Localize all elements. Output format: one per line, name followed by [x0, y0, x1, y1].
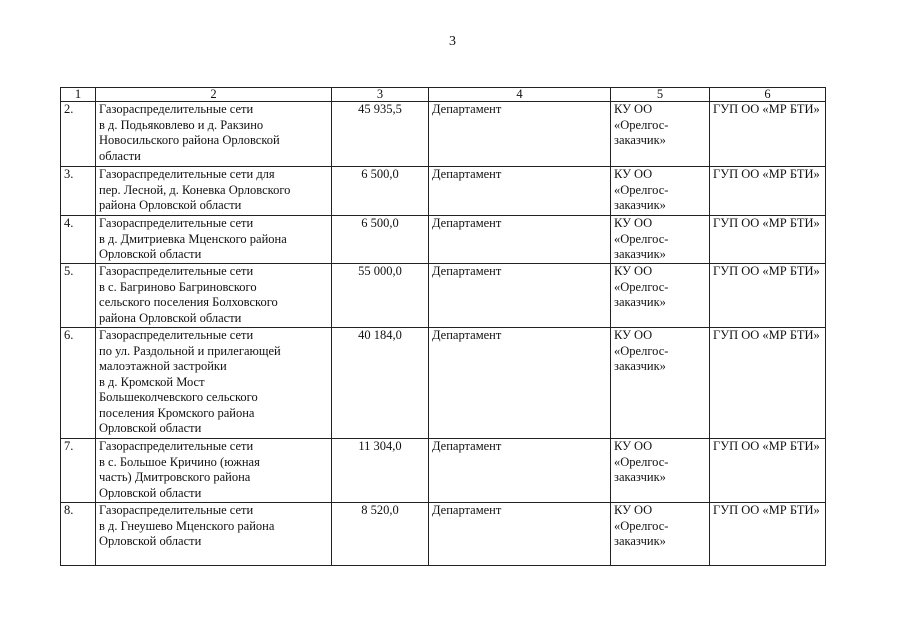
cell-line: по ул. Раздольной и прилегающей [99, 343, 281, 358]
cell-line: в с. Багриново Багриновского [99, 279, 257, 294]
cell-line: «Орелгос- [614, 518, 669, 533]
amount-cell: 45 935,5 [332, 102, 429, 167]
object-name-cell [96, 216, 332, 264]
cell-line: Орловской области [99, 247, 202, 261]
cell-line: заказчик» [614, 470, 666, 484]
table-row [61, 167, 826, 216]
cell-line: заказчик» [614, 133, 666, 147]
object-name-cell [96, 167, 332, 216]
amount-cell: 11 304,0 [332, 439, 429, 503]
cell-line: «Орелгос- [614, 231, 669, 246]
cell-line: «Орелгос- [614, 182, 669, 197]
cell-line: в д. Подьяковлево и д. Ракзино [99, 117, 264, 132]
table-row [61, 216, 826, 264]
cell-line: Газораспределительные сети [99, 328, 254, 342]
customer-cell [611, 216, 710, 264]
customer-cell [611, 328, 710, 439]
column-header: 2 [96, 88, 332, 102]
amount-cell: 6 500,0 [332, 216, 429, 264]
cell-line: малоэтажной застройки [99, 359, 227, 373]
executor-cell: ГУП ОО «МР БТИ» [710, 216, 826, 264]
cell-line: КУ ОО [614, 328, 653, 342]
cell-line: района Орловской области [99, 310, 242, 325]
executor-cell: ГУП ОО «МР БТИ» [710, 503, 826, 566]
row-number-cell: 4. [61, 216, 96, 264]
object-name-cell [96, 503, 332, 566]
cell-line: Орловской области [99, 485, 202, 500]
cell-line: Газораспределительные сети [99, 102, 254, 116]
customer-cell [611, 102, 710, 167]
customer-cell [611, 167, 710, 216]
page-number: 3 [449, 34, 456, 49]
customer-cell [611, 439, 710, 503]
row-number-cell: 7. [61, 439, 96, 503]
cell-line: заказчик» [614, 534, 666, 548]
row-number-cell: 2. [61, 102, 96, 167]
cell-line: КУ ОО [614, 102, 653, 116]
customer-cell [611, 264, 710, 328]
cell-line: пер. Лесной, д. Коневка Орловского [99, 182, 291, 197]
works-table [60, 87, 826, 566]
cell-line: заказчик» [614, 295, 666, 309]
executor-cell: ГУП ОО «МР БТИ» [710, 328, 826, 439]
department-cell: Департамент [429, 264, 611, 328]
department-cell: Департамент [429, 503, 611, 566]
department-cell: Департамент [429, 102, 611, 167]
column-header: 3 [332, 88, 429, 102]
table-row [61, 102, 826, 167]
cell-line: в с. Большое Кричино (южная [99, 454, 260, 469]
cell-line: заказчик» [614, 359, 666, 373]
cell-line: Газораспределительные сети для [99, 167, 275, 181]
cell-line: КУ ОО [614, 264, 653, 278]
object-name-cell [96, 102, 332, 167]
object-name-cell [96, 328, 332, 439]
cell-line: КУ ОО [614, 439, 653, 453]
row-number-cell: 8. [61, 503, 96, 566]
cell-line: заказчик» [614, 247, 666, 261]
cell-line: в д. Кромской Мост [99, 374, 205, 389]
column-header: 1 [61, 88, 96, 102]
cell-line: КУ ОО [614, 503, 653, 517]
cell-line: области [99, 148, 141, 163]
amount-cell: 55 000,0 [332, 264, 429, 328]
table-row [61, 503, 826, 566]
cell-line: Орловской области [99, 534, 202, 548]
cell-line: поселения Кромского района [99, 405, 255, 420]
department-cell: Департамент [429, 328, 611, 439]
cell-line: часть) Дмитровского района [99, 470, 251, 484]
cell-line: в д. Дмитриевка Мценского района [99, 231, 287, 246]
cell-line: «Орелгос- [614, 343, 669, 358]
column-header: 5 [611, 88, 710, 102]
object-name-cell [96, 264, 332, 328]
amount-cell: 6 500,0 [332, 167, 429, 216]
table-body [61, 102, 826, 566]
row-number-cell: 5. [61, 264, 96, 328]
cell-line: Газораспределительные сети [99, 264, 254, 278]
department-cell: Департамент [429, 216, 611, 264]
executor-cell: ГУП ОО «МР БТИ» [710, 102, 826, 167]
cell-line: сельского поселения Болховского [99, 295, 278, 309]
cell-line: Новосильского района Орловской [99, 133, 280, 147]
column-header: 6 [710, 88, 826, 102]
cell-line: «Орелгос- [614, 279, 669, 294]
department-cell: Департамент [429, 439, 611, 503]
cell-line: Орловской области [99, 421, 202, 435]
cell-line: заказчик» [614, 198, 666, 212]
amount-cell: 40 184,0 [332, 328, 429, 439]
cell-line: Газораспределительные сети [99, 503, 254, 517]
cell-line: в д. Гнеушево Мценского района [99, 518, 275, 533]
cell-line: «Орелгос- [614, 454, 669, 469]
cell-line: КУ ОО [614, 167, 653, 181]
table-row [61, 328, 826, 439]
executor-cell: ГУП ОО «МР БТИ» [710, 264, 826, 328]
cell-line: Большеколчевского сельского [99, 390, 258, 404]
header-row [61, 88, 826, 102]
row-number-cell: 6. [61, 328, 96, 439]
table-row [61, 439, 826, 503]
row-number-cell: 3. [61, 167, 96, 216]
object-name-cell [96, 439, 332, 503]
executor-cell: ГУП ОО «МР БТИ» [710, 439, 826, 503]
cell-line: КУ ОО [614, 216, 653, 230]
column-header: 4 [429, 88, 611, 102]
customer-cell [611, 503, 710, 566]
amount-cell: 8 520,0 [332, 503, 429, 566]
cell-line: «Орелгос- [614, 117, 669, 132]
department-cell: Департамент [429, 167, 611, 216]
cell-line: района Орловской области [99, 198, 242, 212]
executor-cell: ГУП ОО «МР БТИ» [710, 167, 826, 216]
cell-line: Газораспределительные сети [99, 216, 254, 230]
table-row [61, 264, 826, 328]
cell-line: Газораспределительные сети [99, 439, 254, 453]
